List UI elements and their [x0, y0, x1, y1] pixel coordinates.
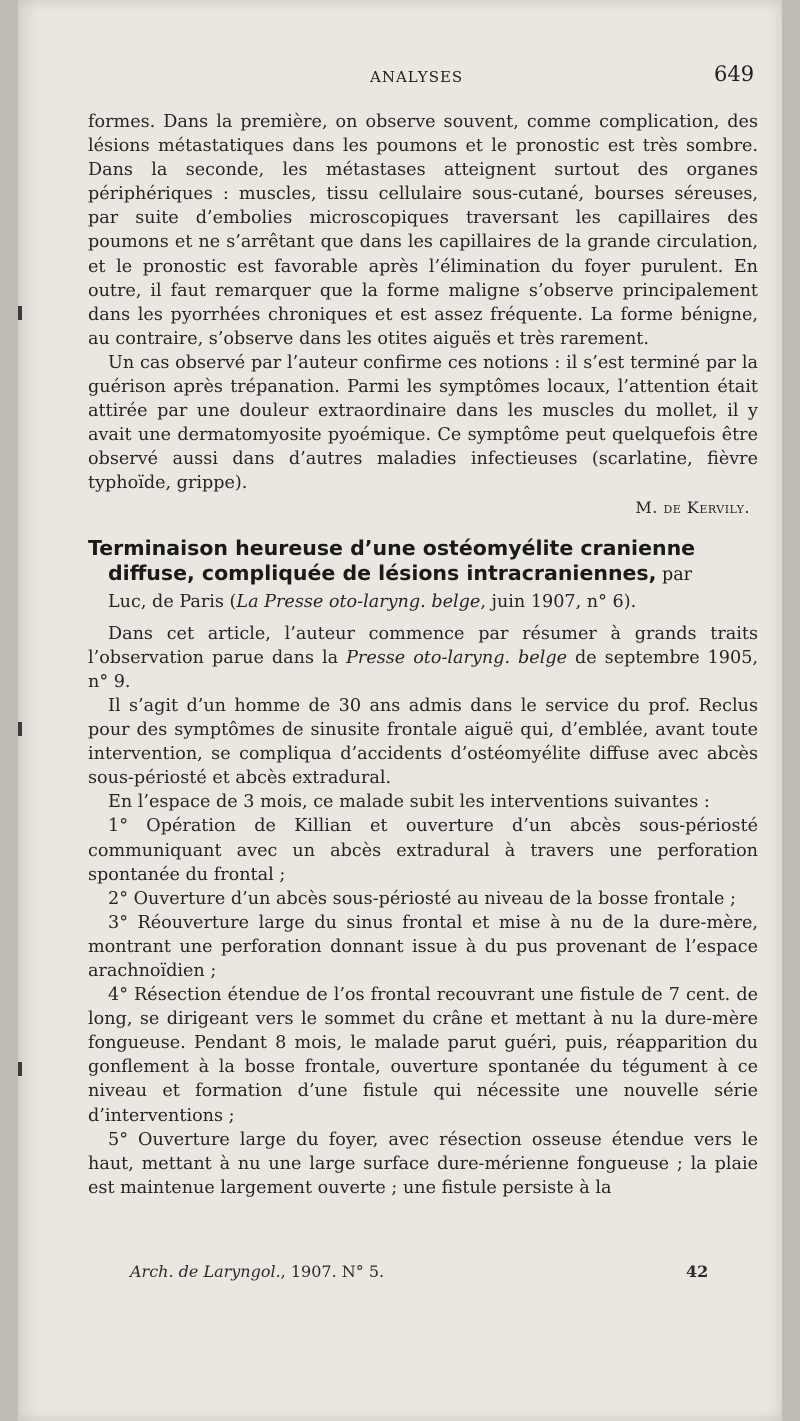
author-journal: La Presse oto-laryng. belge: [236, 591, 481, 612]
footer-journal-issue: , 1907. N° 5.: [280, 1262, 385, 1281]
author-pre: Luc, de Paris (: [108, 591, 237, 612]
list-item: 3° Réouverture large du sinus frontal et mise à nu de la dure-mère, montrant une perforation donnant issue à du pus provenant de l’espace arachnoïdien ;: [88, 912, 758, 981]
paragraph: Un cas observé par l’auteur confirme ces notions : il s’est terminé par la guérison après trépanation. Parmi les symptômes locaux, l’attention était attirée par une douleur extraordinaire dans les muscles du mollet, il y avait une dermatomyosite pyoémique. Ce symptôme peut quelquefois être observé aussi dans d’autres maladies infectieuses (scarlatine, fièvre typhoïde, grippe).: [88, 352, 758, 494]
page-edge-mark: [18, 306, 22, 320]
page-edge-mark: [18, 722, 22, 736]
author-post: , juin 1907, n° 6).: [480, 591, 637, 612]
article-title-line2: diffuse, compliquée de lésions intracraniennes,: [108, 560, 657, 585]
page-header: [18, 62, 782, 92]
signature-initial: M.: [635, 497, 664, 517]
article-heading: [88, 536, 758, 588]
page-number: 649: [714, 62, 755, 86]
intro-pre: Dans cet article, l’auteur commence par résumer à grands traits l’observation parue dans la: [88, 623, 758, 668]
paragraph: formes. Dans la première, on observe souvent, comme complication, des lésions métastatiques dans les poumons et le pronostic est très sombre. Dans la seconde, les métastases atteignent surtout des organes périphériques : muscles, tissu cellulaire sous-cutané, bourses séreuses, par suite d’embolies microscopiques traversant les capillaires des poumons et ne s’arrêtant que dans les capillaires de la grande circulation, et le pronostic est favorable après l’élimination du foyer purulent. En outre, il faut remarquer que la forme maligne s’observe principalement dans les pyorrhées chroniques et est assez fréquente. La forme bénigne, au contraire, s’observe dans les otites aiguës et très rarement.: [88, 112, 758, 349]
book-page: [18, 0, 782, 1421]
article-author-line: [88, 590, 758, 614]
list-item: 2° Ouverture d’un abcès sous-périosté au niveau de la bosse frontale ;: [108, 888, 736, 909]
page-footer: [88, 1262, 758, 1286]
list-item: 5° Ouverture large du foyer, avec résection osseuse étendue vers le haut, mettant à nu une large surface dure-mérienne fongueuse ; la plaie est maintenue largement ouverte ; une fistule persiste à la: [88, 1129, 758, 1198]
review-signature: [88, 496, 750, 520]
list-item: 4° Résection étendue de l’os frontal recouvrant une fistule de 7 cent. de long, se dirigeant vers le sommet du crâne et mettant à nu la dure-mère fongueuse. Pendant 8 mois, le malade parut guéri, puis, réapparition du gonflement à la bosse frontale, ouverture spontanée du tégument à ce niveau et formation d’une fistule qui nécessite une nouvelle série d’interventions ;: [88, 985, 758, 1126]
list-item: 1° Opération de Killian et ouverture d’un abcès sous-périosté communiquant avec un abcès extradural à travers une perforation spontanée du frontal ;: [88, 816, 758, 885]
footer-signature-mark: 42: [686, 1262, 709, 1281]
paragraph: Il s’agit d’un homme de 30 ans admis dans le service du prof. Reclus pour des symptômes de sinusite frontale aiguë qui, d’emblée, avant toute intervention, se compliqua d’accidents d’ostéomyélite diffuse avec abcès sous-périosté et abcès extradural.: [88, 695, 758, 789]
paragraph: En l’espace de 3 mois, ce malade subit les interventions suivantes :: [108, 792, 710, 813]
paragraph: [88, 622, 758, 694]
page-edge-mark: [18, 1062, 22, 1076]
page-content: [88, 110, 758, 1200]
intro-post: de septembre 1905, n° 9.: [88, 647, 758, 692]
article-title-line2-wrap: [88, 561, 758, 588]
running-title: ANALYSES: [370, 68, 464, 86]
signature-name: de Kervily.: [663, 497, 750, 517]
article-title-par: par: [656, 564, 693, 585]
footer-journal: [130, 1262, 384, 1281]
intro-journal: Presse oto-laryng. belge: [346, 647, 568, 668]
article-title-line1: Terminaison heureuse d’une ostéomyélite cranienne: [88, 535, 696, 560]
footer-journal-name: Arch. de Laryngol.: [130, 1262, 281, 1281]
